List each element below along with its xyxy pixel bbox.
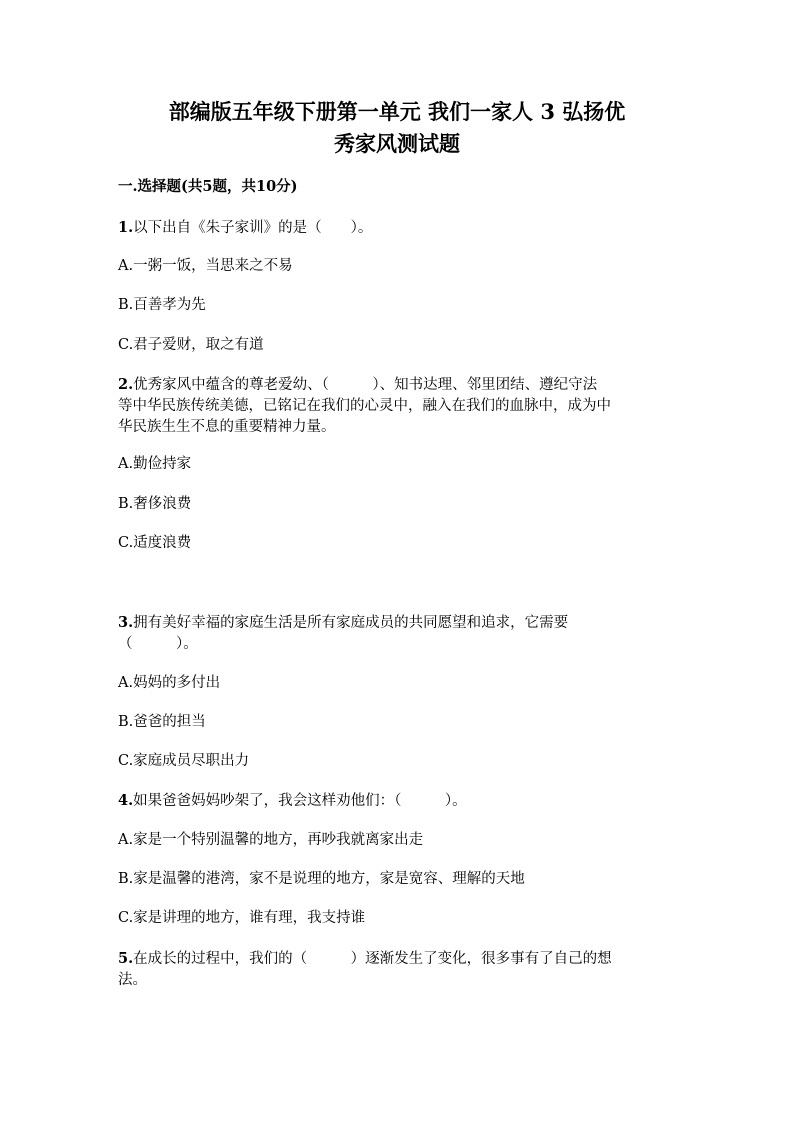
question-text-line: 拥有美好幸福的家庭生活是所有家庭成员的共同愿望和追求，它需要 <box>133 615 569 631</box>
option-c: C.适度浪费 <box>118 535 192 551</box>
question-3 <box>118 612 678 655</box>
question-1 <box>118 217 678 239</box>
question-number: 3. <box>118 614 134 631</box>
question-5 <box>118 948 678 991</box>
question-text-line: 以下出自《朱子家训》的是（ ）。 <box>133 220 373 236</box>
question-number: 5. <box>118 950 134 967</box>
question-text-line: 等中华民族传统美德，已铭记在我们的心灵中，融入在我们的血脉中，成为中 <box>118 398 611 414</box>
option-b: B.爸爸的担当 <box>118 714 206 730</box>
document-title-line-2: 秀家风测试题 <box>334 131 460 156</box>
question-text-line: （ ）。 <box>118 636 198 652</box>
option-c: C.家庭成员尽职出力 <box>118 753 250 769</box>
option-b: B.奢侈浪费 <box>118 496 192 512</box>
question-2 <box>118 374 678 438</box>
question-number: 4. <box>118 792 134 809</box>
question-text-line: 在成长的过程中，我们的（ ）逐渐发生了变化，很多事有了自己的想 <box>133 951 612 967</box>
question-text-line: 如果爸爸妈妈吵架了，我会这样劝他们：（ ）。 <box>133 793 467 809</box>
option-a: A.勤俭持家 <box>118 456 192 472</box>
option-a: A.妈妈的多付出 <box>118 675 221 691</box>
option-b: B.家是温馨的港湾，家不是说理的地方，家是宽容、理解的天地 <box>118 871 525 887</box>
question-text-line: 优秀家风中蕴含的尊老爱幼、（ ）、知书达理、邻里团结、遵纪守法 <box>133 377 598 393</box>
question-4 <box>118 790 678 812</box>
section-header: 一.选择题(共5题，共10分) <box>118 178 298 195</box>
question-number: 1. <box>118 219 134 236</box>
question-text-line: 华民族生生不息的重要精神力量。 <box>118 419 336 435</box>
option-b: B.百善孝为先 <box>118 297 206 313</box>
question-number: 2. <box>118 376 134 393</box>
option-a: A.家是一个特别温馨的地方，再吵我就离家出走 <box>118 832 424 848</box>
option-a: A.一粥一饭，当思来之不易 <box>118 258 293 274</box>
option-c: C.家是讲理的地方，谁有理，我支持谁 <box>118 910 366 926</box>
option-c: C.君子爱财，取之有道 <box>118 337 264 353</box>
document-title-line-1: 部编版五年级下册第一单元 我们一家人 3 弘扬优 <box>168 99 626 124</box>
question-text-line: 法。 <box>118 972 147 988</box>
